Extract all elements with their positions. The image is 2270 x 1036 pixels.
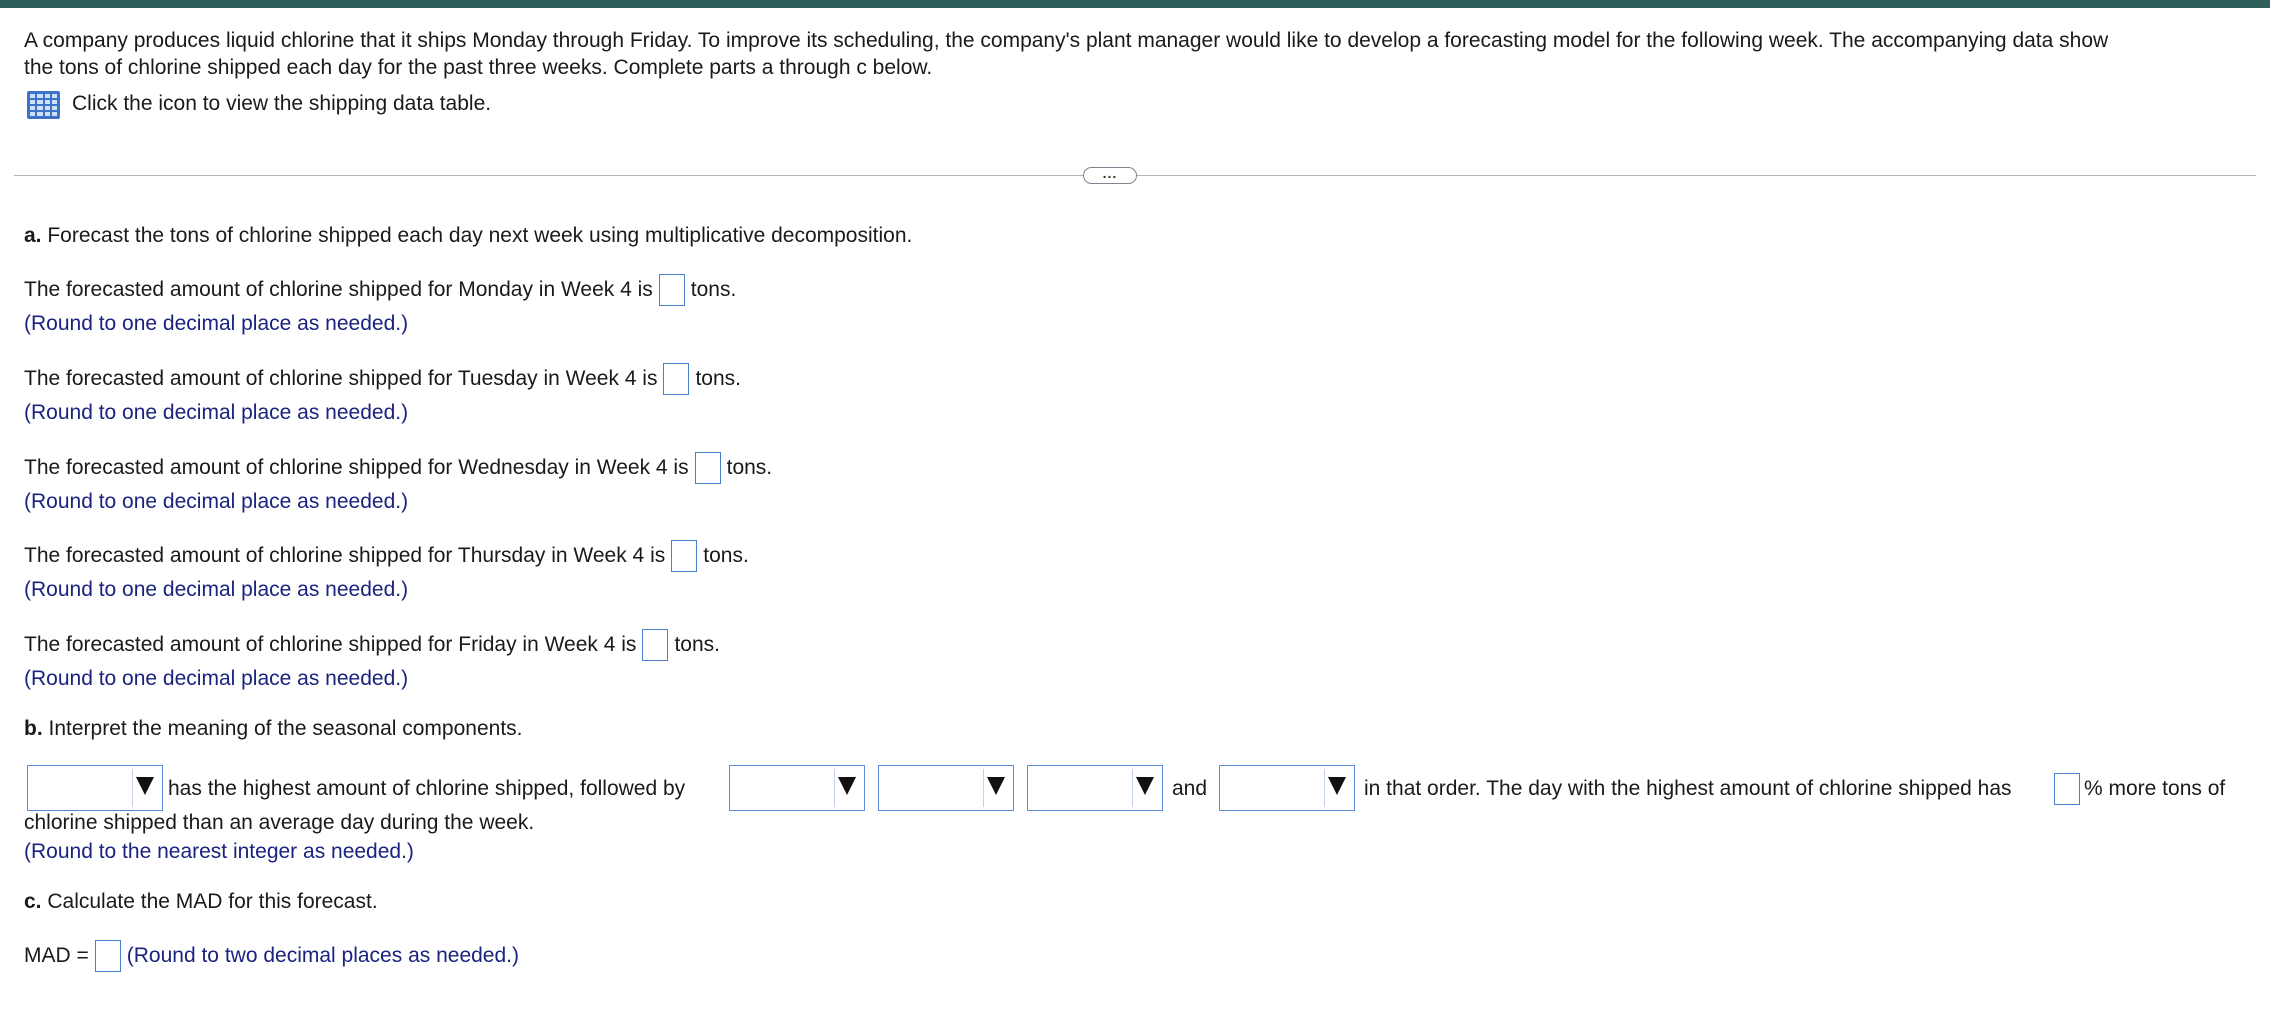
wednesday-forecast-row: [24, 452, 772, 484]
part-b-text: Interpret the meaning of the seasonal components.: [48, 717, 523, 740]
second-day-dropdown[interactable]: [729, 765, 865, 811]
data-table-link[interactable]: Click the icon to view the shipping data table.: [72, 92, 492, 115]
friday-forecast-prefix: The forecasted amount of chlorine shipped for Friday in Week 4 is: [24, 633, 637, 656]
third-day-dropdown[interactable]: [878, 765, 1014, 811]
monday-forecast-input[interactable]: [659, 274, 685, 306]
friday-forecast-input[interactable]: [642, 629, 668, 661]
thursday-forecast-prefix: The forecasted amount of chlorine shipped for Thursday in Week 4 is: [24, 544, 666, 567]
order-text: in that order. The day with the highest amount of chlorine shipped has: [1364, 777, 2012, 800]
data-table-icon[interactable]: [27, 91, 60, 119]
wednesday-forecast-suffix: tons.: [726, 456, 773, 479]
thursday-forecast-input[interactable]: [671, 540, 697, 572]
percent-more-text: % more tons of: [2084, 777, 2226, 800]
chevron-down-icon: [136, 777, 154, 795]
fifth-day-dropdown[interactable]: [1219, 765, 1355, 811]
mad-input[interactable]: [95, 940, 121, 972]
part-a-heading: [24, 223, 912, 249]
chevron-down-icon: [1136, 777, 1154, 795]
chevron-down-icon: [838, 777, 856, 795]
part-c-heading: [24, 889, 378, 915]
thursday-forecast-suffix: tons.: [703, 544, 749, 567]
mad-label: MAD =: [24, 944, 89, 967]
monday-forecast-suffix: tons.: [690, 278, 737, 301]
part-c-label: c.: [24, 890, 42, 913]
and-text: and: [1172, 777, 1208, 800]
intro-line-2: the tons of chlorine shipped each day for the past three weeks. Complete parts a through c below.: [24, 56, 933, 79]
friday-forecast-suffix: tons.: [674, 633, 720, 656]
wednesday-forecast-prefix: The forecasted amount of chlorine shipped for Wednesday in Week 4 is: [24, 456, 689, 479]
tuesday-forecast-suffix: tons.: [695, 367, 741, 390]
percent-more-input[interactable]: [2054, 773, 2080, 805]
tuesday-forecast-prefix: The forecasted amount of chlorine shipped for Tuesday in Week 4 is: [24, 367, 658, 390]
mad-row: [24, 940, 519, 972]
thursday-round-hint: (Round to one decimal place as needed.): [24, 578, 409, 601]
tuesday-forecast-input[interactable]: [663, 363, 689, 395]
friday-forecast-row: [24, 629, 720, 661]
top-accent-bar: [0, 0, 2270, 8]
part-a-text: Forecast the tons of chlorine shipped each day next week using multiplicative decomposition.: [47, 224, 913, 247]
highest-day-text: has the highest amount of chlorine shipped, followed by: [168, 777, 686, 800]
part-c-text: Calculate the MAD for this forecast.: [47, 890, 378, 913]
thursday-forecast-row: [24, 540, 749, 572]
intro-line-1: A company produces liquid chlorine that it ships Monday through Friday. To improve its scheduling, the company's plant manager would like to develop a forecasting model for the following week. The accompanying data show: [24, 29, 2109, 52]
monday-forecast-row: [24, 274, 736, 306]
monday-forecast-prefix: The forecasted amount of chlorine shipped for Monday in Week 4 is: [24, 278, 653, 301]
tuesday-round-hint: (Round to one decimal place as needed.): [24, 401, 409, 424]
part-a-label: a.: [24, 224, 42, 247]
highest-day-dropdown[interactable]: [27, 765, 163, 811]
friday-round-hint: (Round to one decimal place as needed.): [24, 667, 409, 690]
part-b-heading: [24, 716, 522, 742]
chevron-down-icon: [987, 777, 1005, 795]
expand-collapse-button[interactable]: ...: [1083, 167, 1137, 184]
fourth-day-dropdown[interactable]: [1027, 765, 1163, 811]
wednesday-forecast-input[interactable]: [695, 452, 721, 484]
mad-round-hint: (Round to two decimal places as needed.): [126, 944, 519, 967]
part-b-round-hint: (Round to the nearest integer as needed.): [24, 840, 414, 863]
part-b-label: b.: [24, 717, 43, 740]
wednesday-round-hint: (Round to one decimal place as needed.): [24, 490, 409, 513]
chevron-down-icon: [1328, 777, 1346, 795]
monday-round-hint: (Round to one decimal place as needed.): [24, 312, 409, 335]
tuesday-forecast-row: [24, 363, 741, 395]
part-b-line-2: chlorine shipped than an average day during the week.: [24, 811, 535, 834]
